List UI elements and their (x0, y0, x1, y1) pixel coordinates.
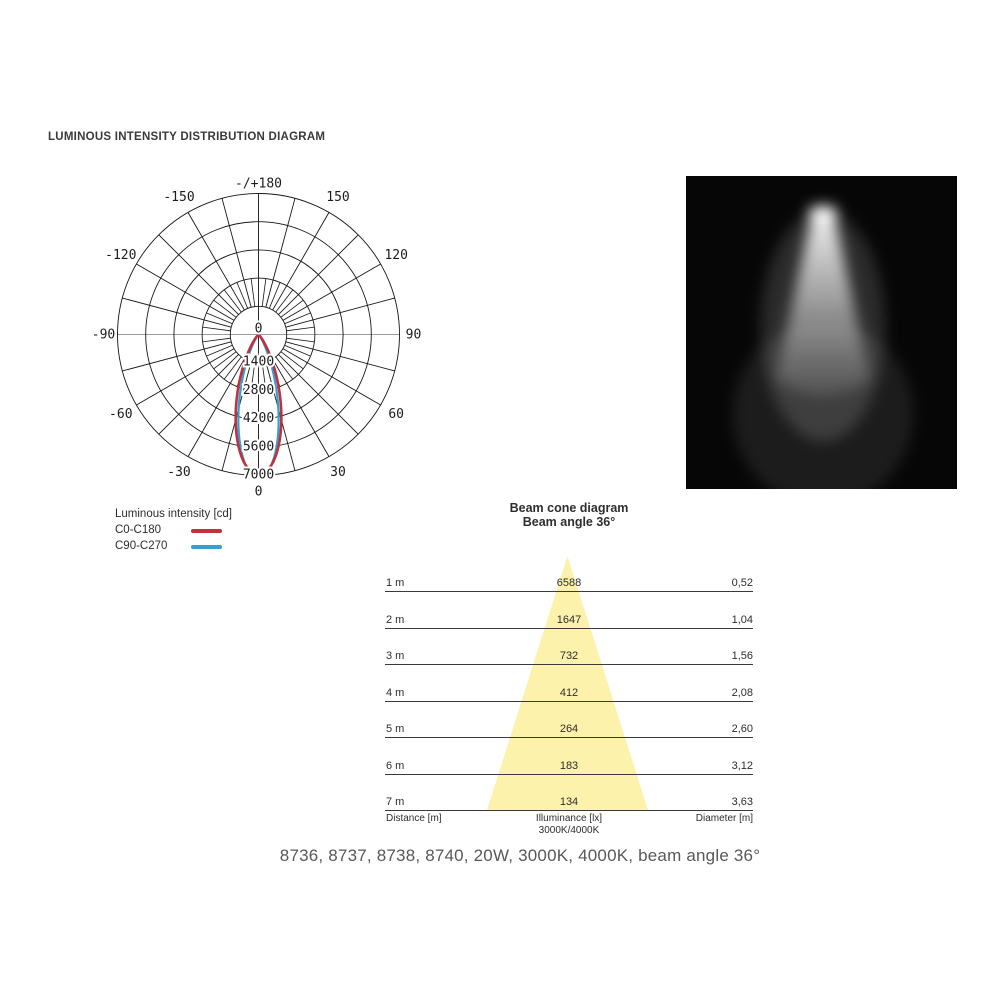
angle-label-120: 120 (384, 248, 408, 263)
polar-chart-svg (87, 163, 430, 506)
column-header-illuminance (536, 813, 602, 837)
table-row (385, 757, 753, 775)
distance-value: 5 m (386, 723, 405, 735)
grid-line (286, 327, 314, 331)
table-row (385, 611, 753, 629)
table-row (385, 793, 753, 811)
angle-label--120: -120 (105, 248, 137, 263)
table-row (385, 647, 753, 665)
beam-photo-rendering (686, 176, 957, 489)
angle-label-0: 0 (254, 484, 263, 500)
grid-line (237, 282, 248, 308)
diameter-value: 0,52 (731, 577, 753, 589)
angle-label--90: -90 (91, 327, 116, 343)
illuminance-value: 412 (559, 686, 579, 699)
blue-line-swatch (191, 545, 222, 549)
table-row (385, 684, 753, 702)
beam-cone-diagram (385, 540, 753, 840)
page-title: LUMINOUS INTENSITY DISTRIBUTION DIAGRAM (48, 131, 326, 143)
legend-item-c90-c270 (115, 539, 232, 555)
radial-tick-2800: 2800 (242, 382, 275, 398)
column-header-diameter: Diameter [m] (695, 813, 753, 824)
luminous-intensity-polar-chart (87, 163, 430, 506)
legend-label: C0-C180 (115, 523, 162, 536)
distance-value: 1 m (386, 577, 405, 589)
distance-value: 6 m (386, 759, 405, 772)
angle-label-60: 60 (388, 407, 405, 422)
grid-line (262, 279, 266, 307)
radial-tick-1400: 1400 (242, 354, 275, 370)
angle-label--150: -150 (163, 189, 195, 205)
angle-label--30: -30 (167, 465, 191, 481)
beam-photo (686, 176, 957, 489)
beam-cone-title-block (385, 501, 753, 529)
grid-line (203, 338, 231, 342)
column-header-distance: Distance [m] (386, 813, 442, 824)
illuminance-value: 1647 (556, 613, 582, 626)
diameter-value: 3,12 (731, 759, 753, 772)
illuminance-value: 6588 (556, 577, 582, 589)
radial-tick-7000: 7000 (242, 467, 275, 483)
radial-tick-5600: 5600 (242, 439, 275, 455)
legend (115, 507, 232, 555)
distance-value: 3 m (386, 650, 405, 662)
illuminance-header-line2: 3000K/4000K (538, 825, 600, 836)
illuminance-value: 732 (559, 650, 579, 662)
illuminance-value: 183 (559, 759, 579, 772)
diameter-value: 2,60 (731, 723, 753, 735)
grid-line (285, 345, 311, 356)
grid-line (203, 327, 231, 331)
illuminance-value: 264 (559, 723, 579, 735)
grid-line (206, 313, 232, 324)
distance-value: 2 m (386, 613, 405, 626)
diameter-value: 2,08 (731, 686, 753, 699)
red-line-swatch (191, 529, 222, 533)
grid-line (206, 345, 232, 356)
angle-label--60: -60 (109, 407, 133, 422)
legend-label: C90-C270 (115, 539, 168, 552)
product-caption: 8736, 8737, 8738, 8740, 20W, 3000K, 4000K, beam angle 36° (279, 846, 761, 865)
illuminance-value: 134 (559, 796, 579, 808)
beam-cone-title: Beam cone diagram (509, 501, 629, 515)
diameter-value: 1,04 (731, 613, 753, 626)
legend-item-c0-c180 (115, 523, 232, 539)
beam-angle-subtitle: Beam angle 36° (522, 515, 616, 529)
angle-label-90: 90 (405, 327, 422, 343)
angle-label-180: -/+180 (235, 176, 282, 192)
legend-title: Luminous intensity [cd] (115, 508, 232, 520)
grid-line (269, 282, 280, 308)
grid-line (285, 313, 311, 324)
distance-value: 7 m (386, 796, 405, 808)
table-row (385, 574, 753, 592)
diameter-value: 1,56 (731, 650, 753, 662)
radial-tick-0: 0 (254, 321, 263, 337)
angle-label-30: 30 (330, 465, 346, 481)
distance-value: 4 m (386, 686, 405, 699)
grid-line (286, 338, 314, 342)
radial-tick-4200: 4200 (242, 411, 275, 427)
illuminance-header-line1: Illuminance [lx] (535, 813, 603, 824)
diameter-value: 3,63 (731, 796, 753, 808)
grid-line (251, 279, 255, 307)
angle-label-150: 150 (326, 189, 350, 205)
table-row (385, 720, 753, 738)
